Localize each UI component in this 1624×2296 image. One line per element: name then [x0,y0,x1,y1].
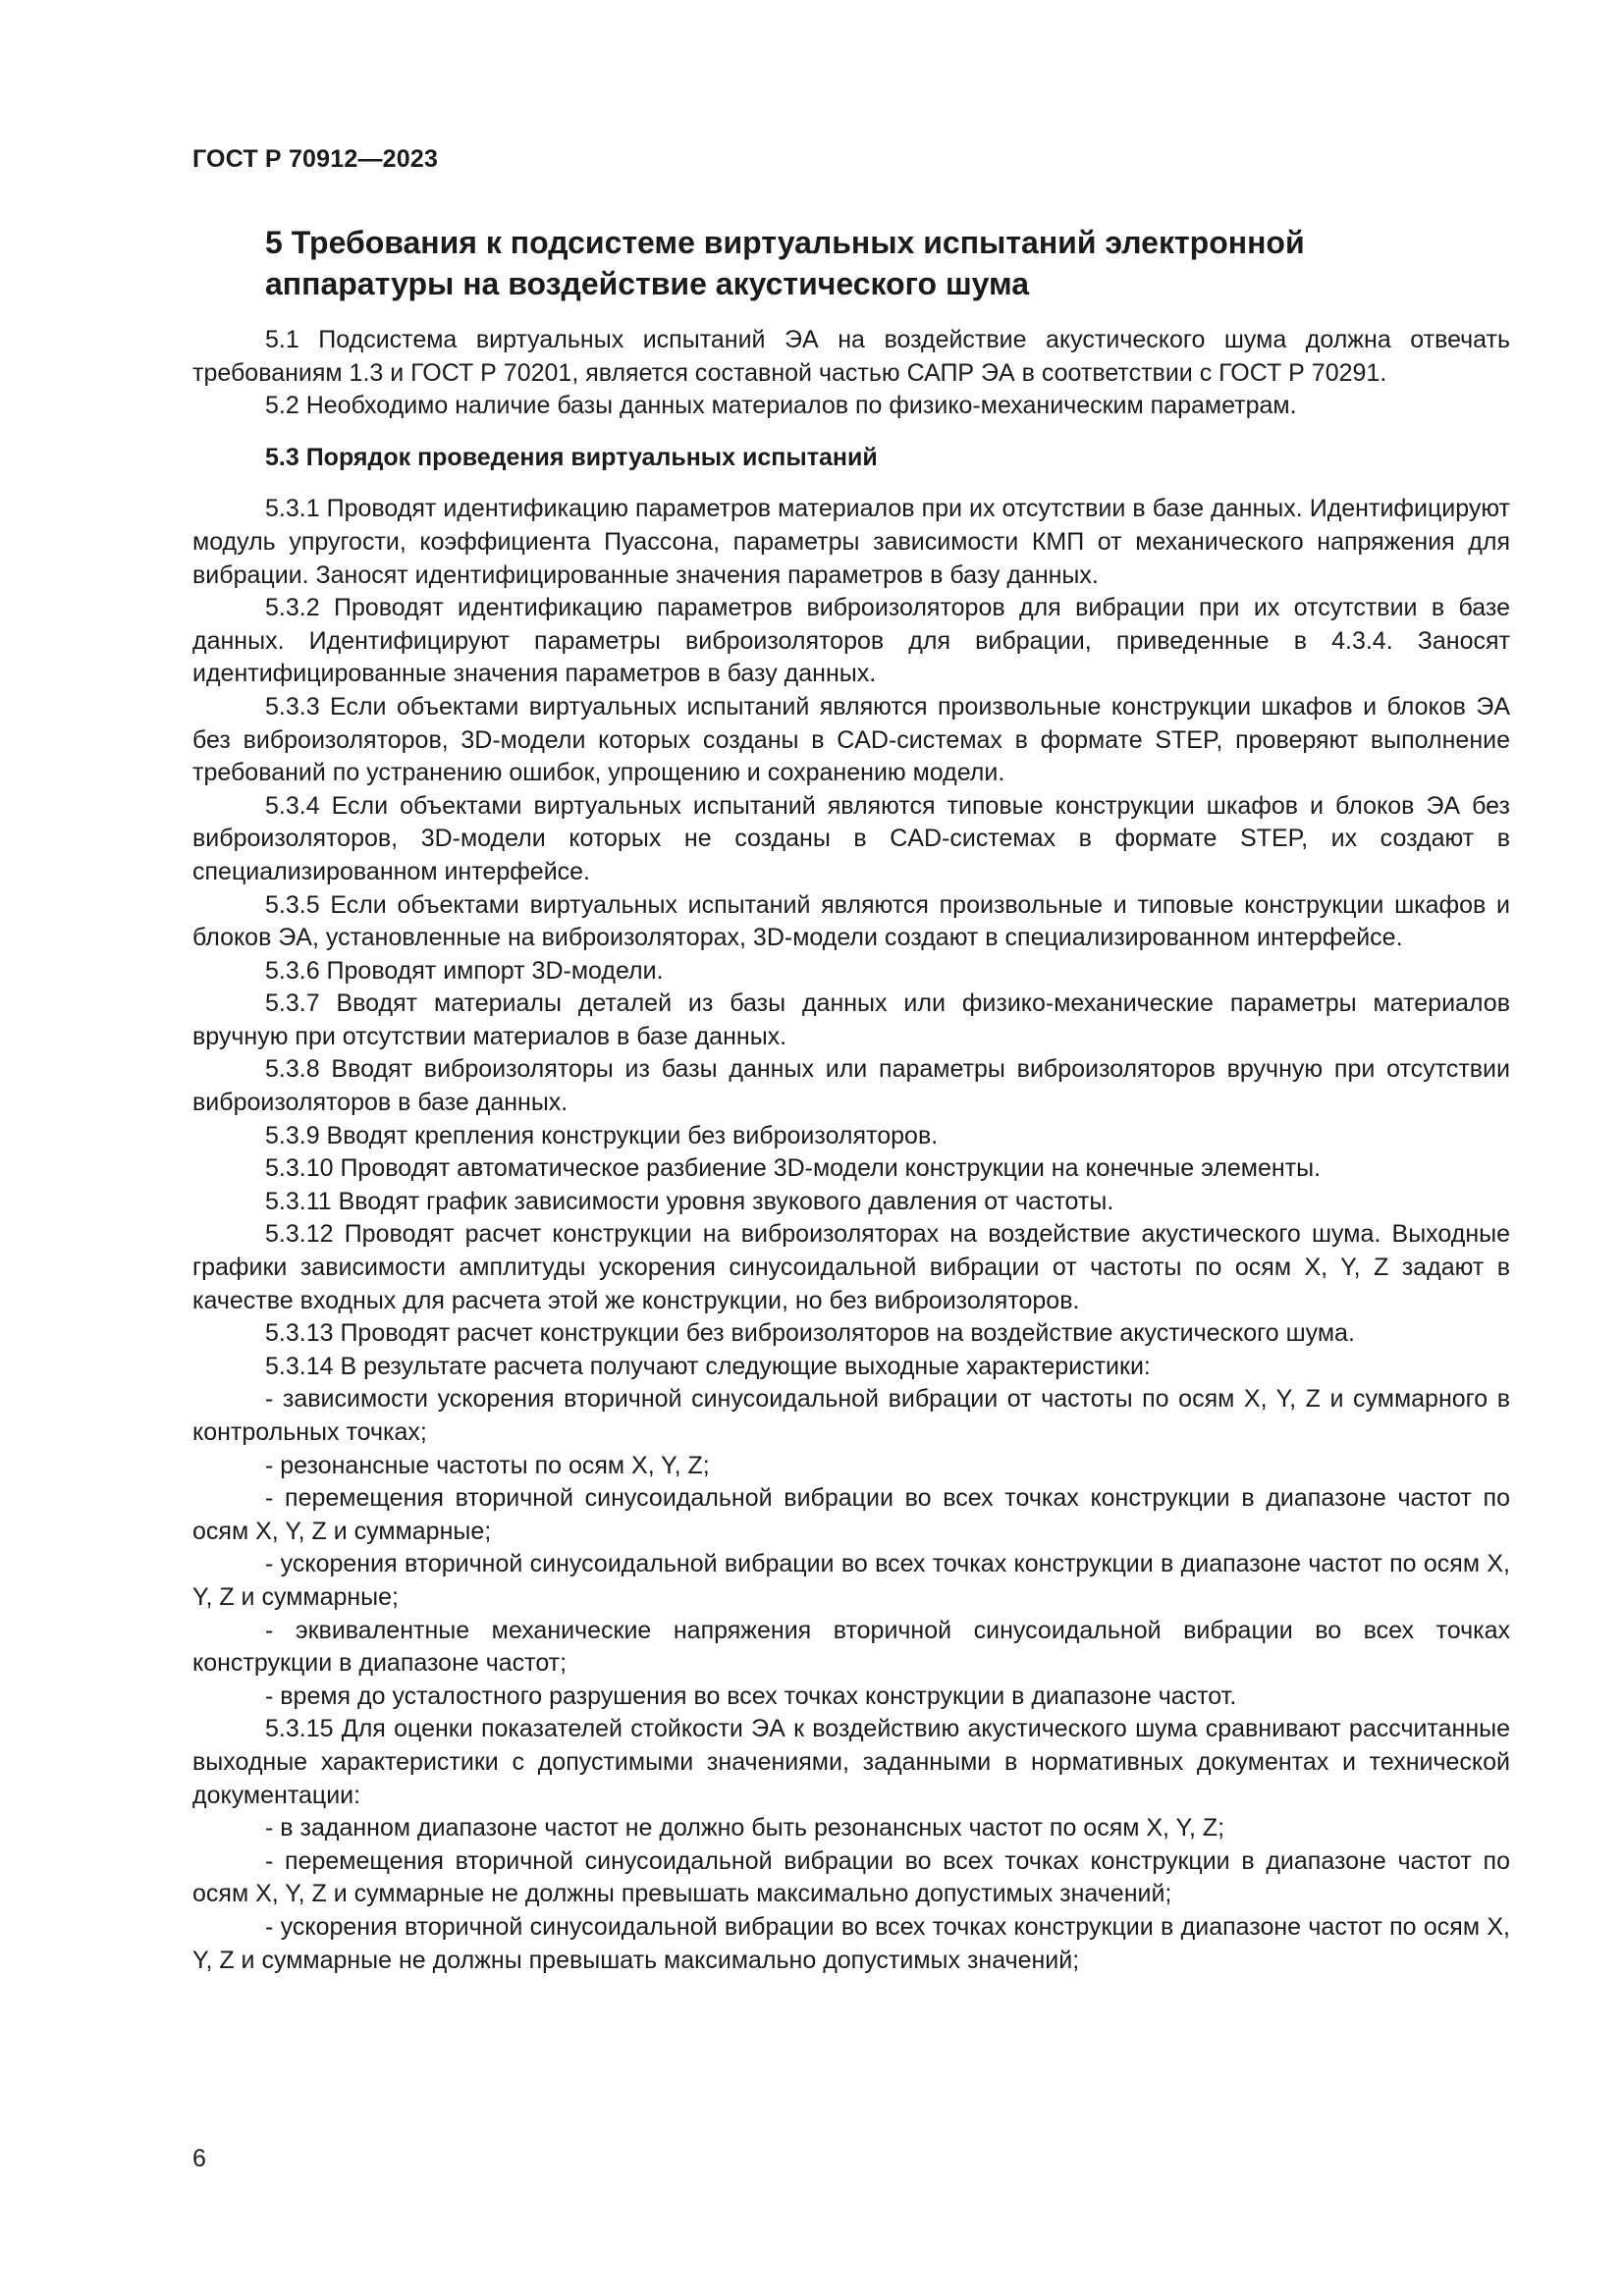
list-item: - ускорения вторичной синусоидальной вибрации во всех точках конструкции в диапазоне частот по осям X, Y, Z и суммарные не должны превышать максимально допустимых значений; [192,1912,1510,1974]
paragraph-5-3-3: 5.3.3 Если объектами виртуальных испытаний являются произвольные конструкции шкафов и блоков ЭА без виброизоляторов, 3D-модели которых созданы в CAD-системах в формате STEP, проверяют выполнение требований по устранению ошибок, упрощению и сохранению модели. [192,692,1510,787]
paragraph-5-3-8: 5.3.8 Вводят виброизоляторы из базы данных или параметры виброизоляторов вручную при отсутствии виброизоляторов в базе данных. [192,1055,1510,1117]
list-item: - перемещения вторичной синусоидальной вибрации во всех точках конструкции в диапазоне частот по осям X, Y, Z и суммарные не должны превышать максимально допустимых значений; [192,1846,1510,1908]
paragraph-5-3-1: 5.3.1 Проводят идентификацию параметров материалов при их отсутствии в базе данных. Идентифицируют модуль упругости, коэффициента Пуассона, параметры зависимости КМП от механического напряжения для вибрации. Заносят идентифицированные значения параметров в базу данных. [192,495,1510,589]
paragraph-5-3-15: 5.3.15 Для оценки показателей стойкости ЭА к воздействию акустического шума сравнивают рассчитанные выходные характеристики с допустимыми значениями, заданными в нормативных документах и технической документации: [192,1715,1510,1809]
list-item: - зависимости ускорения вторичной синусоидальной вибрации от частоты по осям X, Y, Z и суммарного в контрольных точках; [192,1385,1510,1446]
list-item: - резонансные частоты по осям X, Y, Z; [265,1451,710,1479]
paragraph-5-2: 5.2 Необходимо наличие базы данных материалов по физико-механическим параметрам. [265,392,1297,420]
list-item: - ускорения вторичной синусоидальной вибрации во всех точках конструкции в диапазоне частот по осям X, Y, Z и суммарные; [192,1550,1510,1611]
paragraph-5-3-7: 5.3.7 Вводят материалы деталей из базы данных или физико-механические параметры материалов вручную при отсутствии материалов в базе данных. [192,989,1510,1050]
paragraph-5-3-14: 5.3.14 В результате расчета получают следующие выходные характеристики: [265,1352,1151,1380]
subsection-heading-5-3: 5.3 Порядок проведения виртуальных испытаний [265,443,878,471]
paragraph-5-3-6: 5.3.6 Проводят импорт 3D-модели. [265,956,664,985]
paragraph-5-3-10: 5.3.10 Проводят автоматическое разбиение 3D-модели конструкции на конечные элементы. [265,1154,1322,1183]
page-number: 6 [192,2145,206,2172]
paragraph-5-3-4: 5.3.4 Если объектами виртуальных испытаний являются типовые конструкции шкафов и блоков ЭА без виброизоляторов, 3D-модели которых не созданы в CAD-системах в формате STEP, их создают в специализированном интерфейсе. [192,791,1510,885]
list-item: - в заданном диапазоне частот не должно быть резонансных частот по осям X, Y, Z; [265,1814,1225,1842]
list-item: - эквивалентные механические напряжения вторичной синусоидальной вибрации во всех точках конструкции в диапазоне частот; [192,1616,1510,1678]
list-item: - перемещения вторичной синусоидальной вибрации во всех точках конструкции в диапазоне частот по осям X, Y, Z и суммарные; [192,1484,1510,1545]
paragraph-5-3-12: 5.3.12 Проводят расчет конструкции на виброизоляторах на воздействие акустического шума. Выходные графики зависимости амплитуды ускорения синусоидальной вибрации от частоты по осям X, Y, Z задают в качестве входных для расчета этой же конструкции, но без виброизоляторов. [192,1220,1510,1314]
section-title: 5 Требования к подсистеме виртуальных испытаний электронной аппаратуры на воздействие акустического шума [265,225,1305,301]
paragraph-5-3-2: 5.3.2 Проводят идентификацию параметров виброизоляторов для вибрации при их отсутствии в базе данных. Идентифицируют параметры виброизоляторов для вибрации, приведенные в 4.3.4. Заносят идентифицированные значения параметров в базу данных. [192,594,1510,688]
document-header: ГОСТ Р 70912—2023 [192,145,439,173]
paragraph-5-1: 5.1 Подсистема виртуальных испытаний ЭА на воздействие акустического шума должна отвечать требованиям 1.3 и ГОСТ Р 70201, является составной частью САПР ЭА в соответствии с ГОСТ Р 70291. [192,326,1510,387]
document-body [192,324,1510,1977]
paragraph-5-3-13: 5.3.13 Проводят расчет конструкции без виброизоляторов на воздействие акустического шума. [265,1319,1355,1348]
paragraph-5-3-9: 5.3.9 Вводят крепления конструкции без виброизоляторов. [265,1121,939,1149]
paragraph-5-3-5: 5.3.5 Если объектами виртуальных испытаний являются произвольные и типовые конструкции шкафов и блоков ЭА, установленные на виброизоляторах, 3D-модели создают в специализированном интерфейсе. [192,890,1510,952]
list-item: - время до усталостного разрушения во всех точках конструкции в диапазоне частот. [265,1682,1237,1710]
paragraph-5-3-11: 5.3.11 Вводят график зависимости уровня звукового давления от частоты. [265,1187,1114,1215]
